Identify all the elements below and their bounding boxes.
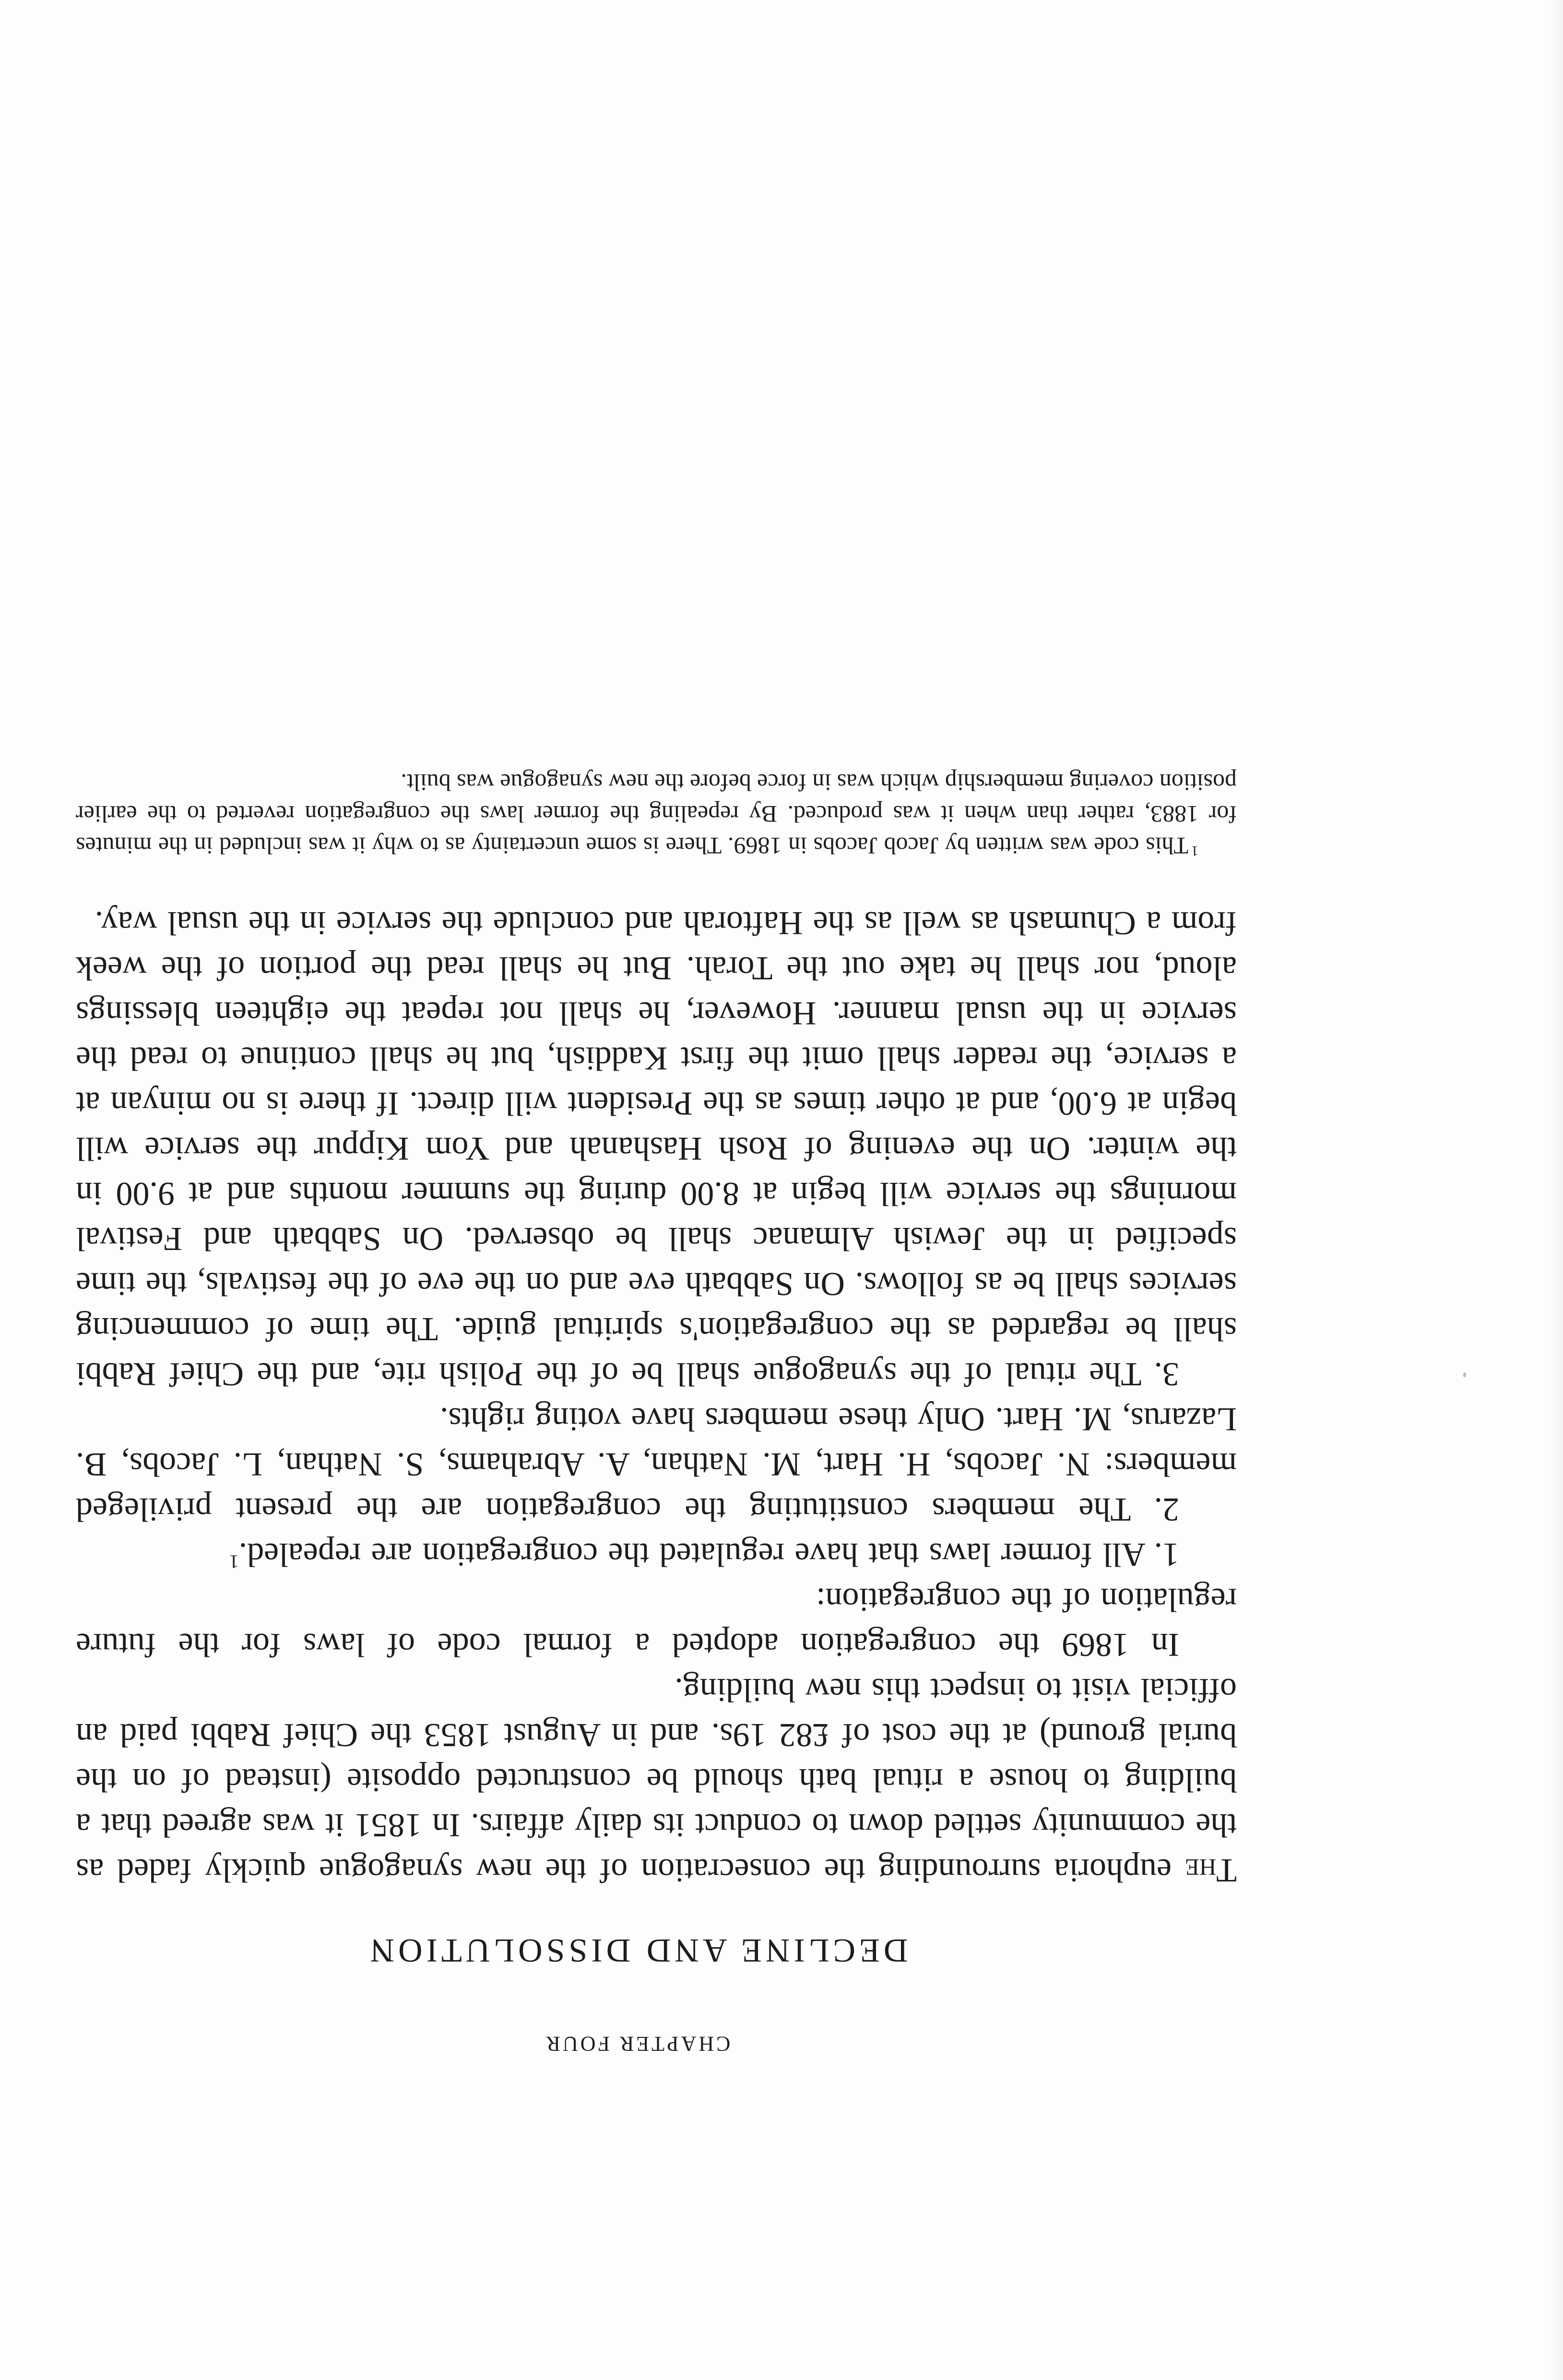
paragraph-2: In 1869 the congregation adopted a formal code of laws for the future regulation of the congregation: — [76, 1581, 1237, 1663]
law-3: 3. The ritual of the synagogue shall be of the Polish rite, and the Chief Rabbi shall be regarded as the congregation's spiritual guide. The time of commencing services shall be as follows. On Sabbath eve and on the eve of the festivals, the time specified in the Jewish Almanac shall be observed. On Sabbath and Festival mornings the service will begin at 8.00 during the summer months and at 9.00 in the winter. On the evening of Rosh Hashanah and Yom Kippur the service will begin at 6.00, and at other times as the President will direct. If there is no minyan at a service, the reader shall omit the first Kaddish, but he shall continue to read the service in the usual manner. However, he shall not repeat the eighteen blessings aloud, nor shall he take out the Torah. But he shall read the portion of the week from a Chumash as well as the Haftorah and conclude the service in the usual way. — [75, 904, 1237, 1392]
chapter-label: CHAPTER FOUR — [544, 2032, 731, 2056]
law-1 — [76, 1532, 1237, 1577]
paragraph-1 — [76, 1667, 1237, 1892]
text-block — [0, 767, 1237, 2056]
footnote-text: This code was written by Jacob Jacobs in 1869. There is some uncertainty as to why it was included in the minutes for 1883, rather than when it was produced. By repealing the former laws the congregation reverted to the earlier position covering membership which was in force before the new synagogue was built. — [76, 769, 1237, 859]
paragraph-1-lead-word: The — [1184, 1852, 1237, 1889]
chapter-title: DECLINE AND DISSOLUTION — [366, 1932, 908, 1969]
paragraph-1-text: euphoria surrounding the consecration of the new synagogue quickly faded as the community settled down to conduct its daily affairs. In 1851 it was agreed that a building to house a ritual bath should be constructed opposite (instead of on the burial ground) at the cost of £82 19s. and in August 1853 the Chief Rabbi paid an official visit to inspect this new building. — [76, 1671, 1237, 1889]
footnote — [76, 767, 1237, 862]
footnote-marker: 1 — [1191, 843, 1198, 859]
footnote-reference: 1 — [229, 1551, 239, 1573]
body-text — [76, 900, 1237, 1892]
law-1-text: 1. All former laws that have regulated the congregation are repealed. — [238, 1536, 1179, 1573]
law-2: 2. The members constituting the congregation are the present privileged members: N. Jacobs, H. Hart, M. Nathan, A. Abrahams, S. Nathan, L. Jacobs, B. Lazarus, M. Hart. Only these members have voting rights. — [76, 1401, 1237, 1528]
